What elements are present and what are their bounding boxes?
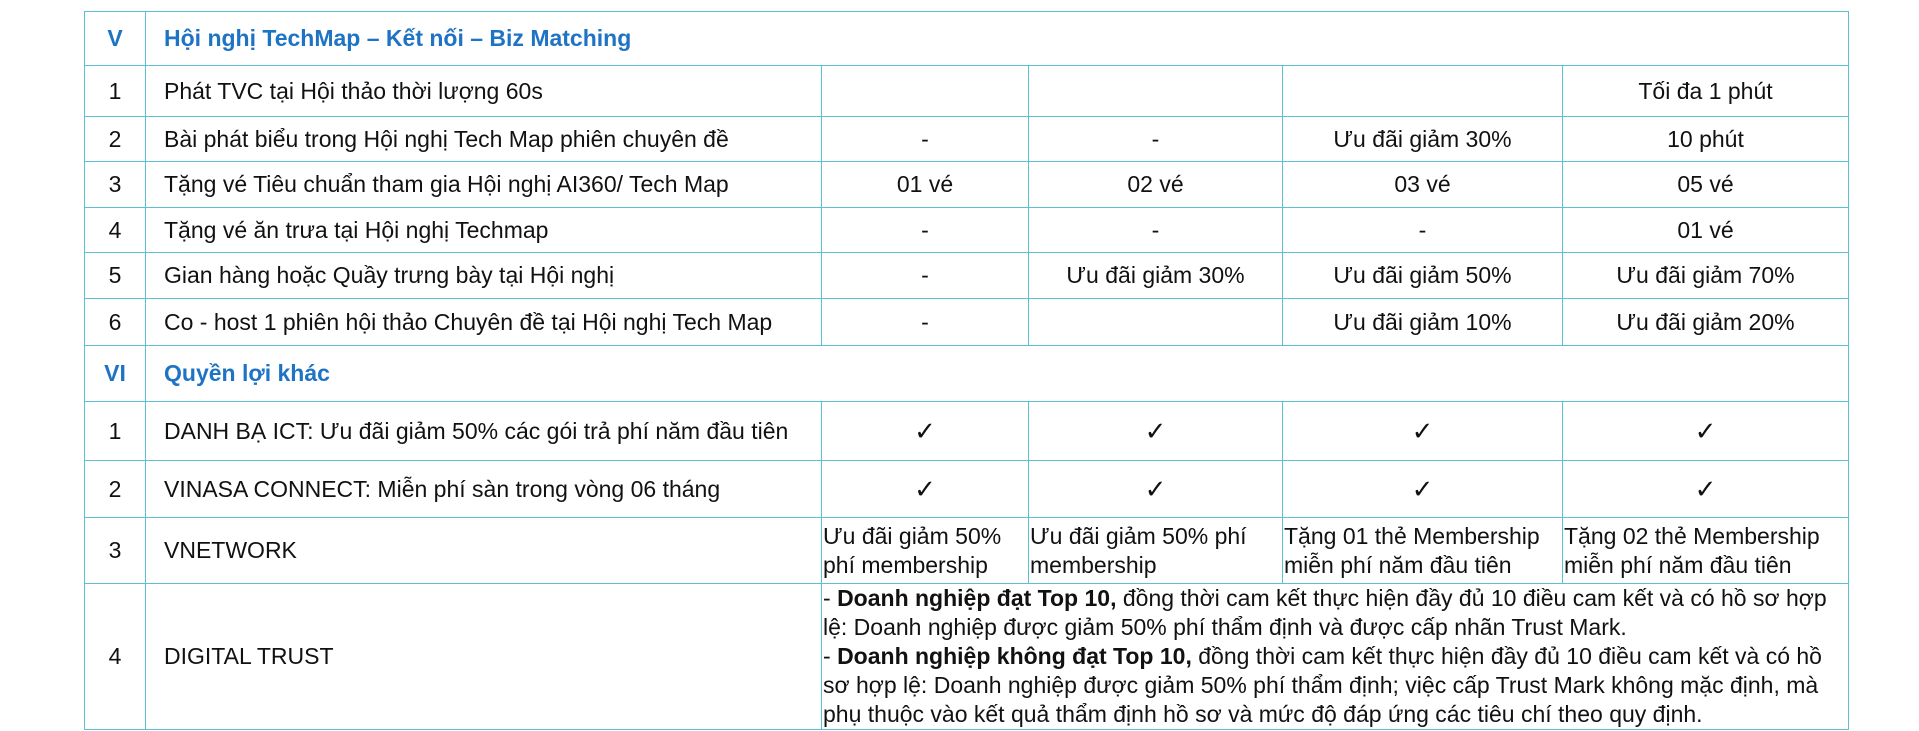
table-row: [85, 584, 1849, 730]
section-title: Hội nghị TechMap – Kết nối – Biz Matching: [146, 12, 1849, 66]
check-icon: ✓: [1283, 461, 1563, 518]
row-description: VINASA CONNECT: Miễn phí sàn trong vòng 06 tháng: [146, 461, 822, 518]
row-number: 1: [85, 402, 146, 461]
table-row: [85, 518, 1849, 584]
check-icon: ✓: [1283, 402, 1563, 461]
row-number: 2: [85, 117, 146, 162]
cell-tier-2: Ưu đãi giảm 50% phí membership: [1029, 518, 1283, 584]
cell-tier-4: Ưu đãi giảm 70%: [1563, 253, 1849, 299]
cell-tier-4: Tặng 02 thẻ Membership miễn phí năm đầu tiên: [1563, 518, 1849, 584]
cell-tier-4: Ưu đãi giảm 20%: [1563, 299, 1849, 346]
section-header-vi: [85, 346, 1849, 402]
cell-tier-4: 10 phút: [1563, 117, 1849, 162]
non-top10-text: đồng thời cam kết thực hiện đầy đủ 10 điều cam kết và có hồ sơ hợp lệ: Doanh nghiệp được giảm 50% phí thẩm định; việc cấp Trust Mark không mặc định, mà phụ thuộc vào kết quả thẩm định hồ sơ và mức độ đáp ứng các tiêu chí theo quy định.: [823, 643, 1822, 727]
check-icon: ✓: [1563, 402, 1849, 461]
cell-tier-1: -: [822, 117, 1029, 162]
cell-tier-3: Ưu đãi giảm 30%: [1283, 117, 1563, 162]
table-row: [85, 162, 1849, 208]
row-description: Tặng vé ăn trưa tại Hội nghị Techmap: [146, 208, 822, 253]
cell-tier-3: -: [1283, 208, 1563, 253]
cell-tier-1: Ưu đãi giảm 50% phí membership: [822, 518, 1029, 584]
cell-tier-2: -: [1029, 208, 1283, 253]
cell-tier-2: [1029, 66, 1283, 117]
digital-trust-item: [823, 642, 1848, 729]
cell-tier-4: 05 vé: [1563, 162, 1849, 208]
row-number: 6: [85, 299, 146, 346]
check-icon: ✓: [822, 402, 1029, 461]
top10-text: đồng thời cam kết thực hiện đầy đủ 10 điều cam kết và có hồ sơ hợp lệ: Doanh nghiệp được giảm 50% phí thẩm định và được cấp nhãn Trust Mark.: [823, 585, 1827, 640]
cell-tier-2: [1029, 299, 1283, 346]
table-row: [85, 208, 1849, 253]
cell-tier-3: Ưu đãi giảm 50%: [1283, 253, 1563, 299]
bullet-dash: -: [823, 643, 838, 669]
cell-tier-4: 01 vé: [1563, 208, 1849, 253]
check-icon: ✓: [1563, 461, 1849, 518]
row-number: 4: [85, 208, 146, 253]
top10-heading: Doanh nghiệp đạt Top 10,: [837, 585, 1117, 611]
non-top10-heading: Doanh nghiệp không đạt Top 10,: [837, 643, 1192, 669]
row-description: DANH BẠ ICT: Ưu đãi giảm 50% các gói trả phí năm đầu tiên: [146, 402, 822, 461]
cell-tier-3: 03 vé: [1283, 162, 1563, 208]
cell-tier-1: -: [822, 299, 1029, 346]
check-icon: ✓: [1029, 402, 1283, 461]
row-description: DIGITAL TRUST: [146, 584, 822, 730]
cell-tier-3: Ưu đãi giảm 10%: [1283, 299, 1563, 346]
cell-tier-1: 01 vé: [822, 162, 1029, 208]
row-number: 3: [85, 162, 146, 208]
cell-tier-4: Tối đa 1 phút: [1563, 66, 1849, 117]
row-description: Phát TVC tại Hội thảo thời lượng 60s: [146, 66, 822, 117]
section-header-v: [85, 12, 1849, 66]
digital-trust-item: [823, 584, 1848, 642]
bullet-dash: -: [823, 585, 838, 611]
row-description: VNETWORK: [146, 518, 822, 584]
table-row: [85, 66, 1849, 117]
section-number: V: [85, 12, 146, 66]
row-description: Bài phát biểu trong Hội nghị Tech Map phiên chuyên đề: [146, 117, 822, 162]
row-number: 3: [85, 518, 146, 584]
cell-tier-2: -: [1029, 117, 1283, 162]
check-icon: ✓: [1029, 461, 1283, 518]
section-title: Quyền lợi khác: [146, 346, 1849, 402]
table-row: [85, 253, 1849, 299]
section-number: VI: [85, 346, 146, 402]
cell-tier-2: 02 vé: [1029, 162, 1283, 208]
row-number: 5: [85, 253, 146, 299]
cell-tier-3: Tặng 01 thẻ Membership miễn phí năm đầu tiên: [1283, 518, 1563, 584]
row-number: 2: [85, 461, 146, 518]
table-row: [85, 299, 1849, 346]
cell-tier-3: [1283, 66, 1563, 117]
cell-tier-2: Ưu đãi giảm 30%: [1029, 253, 1283, 299]
table-row: [85, 461, 1849, 518]
row-description: Co - host 1 phiên hội thảo Chuyên đề tại Hội nghị Tech Map: [146, 299, 822, 346]
digital-trust-detail: [822, 584, 1849, 730]
cell-tier-1: -: [822, 208, 1029, 253]
cell-tier-1: -: [822, 253, 1029, 299]
row-description: Gian hàng hoặc Quầy trưng bày tại Hội nghị: [146, 253, 822, 299]
row-number: 1: [85, 66, 146, 117]
cell-tier-1: [822, 66, 1029, 117]
row-number: 4: [85, 584, 146, 730]
table-row: [85, 402, 1849, 461]
benefits-table: [84, 11, 1849, 730]
table-row: [85, 117, 1849, 162]
check-icon: ✓: [822, 461, 1029, 518]
row-description: Tặng vé Tiêu chuẩn tham gia Hội nghị AI360/ Tech Map: [146, 162, 822, 208]
